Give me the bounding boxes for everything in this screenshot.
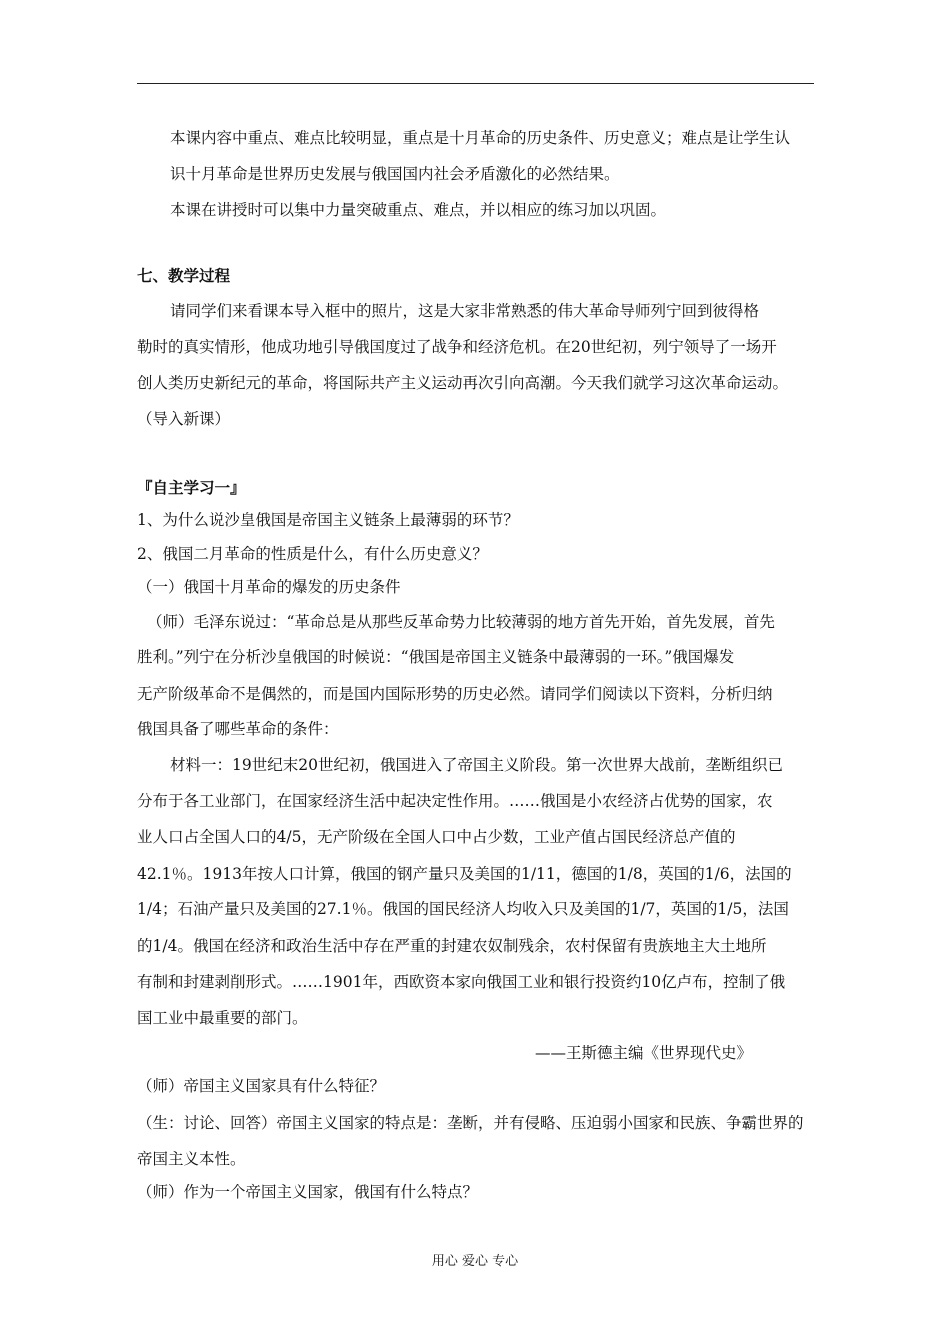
header-rule: [137, 83, 814, 84]
page-footer: 用心 爱心 专心: [431, 1254, 519, 1269]
paragraph-line: 俄国具备了哪些革命的条件：: [137, 720, 339, 738]
paragraph-line: （师）毛泽东说过：“革命总是从那些反革命势力比较薄弱的地方首先开始，首先发展，首先: [147, 613, 775, 631]
paragraph-line: （师）作为一个帝国主义国家，俄国有什么特点？: [137, 1183, 479, 1201]
material-line: 业人口占全国人口的4/5，无产阶级在全国人口中占少数，工业产值占国民经济总产值的: [137, 828, 736, 846]
section-heading: 七、教学过程: [137, 266, 231, 285]
material-line: 1/4；石油产量只及美国的27.1％。俄国的国民经济人均收入只及美国的1/7，英国的1/5，法国: [137, 900, 789, 918]
paragraph-line: 无产阶级革命不是偶然的，而是国内国际形势的历史必然。请同学们阅读以下资料，分析归纳: [137, 685, 773, 703]
paragraph-line: 识十月革命是世界历史发展与俄国国内社会矛盾激化的必然结果。: [170, 165, 620, 183]
paragraph-line: （生：讨论、回答）帝国主义国家的特点是：垄断，并有侵略、压迫弱小国家和民族、争霸世界的: [137, 1114, 804, 1132]
source-citation: ——王斯德主编《世界现代史》: [534, 1044, 752, 1062]
paragraph-line: 胜利。”列宁在分析沙皇俄国的时候说：“俄国是帝国主义链条中最薄弱的一环。”俄国爆发: [137, 648, 735, 666]
subsection-heading: 『自主学习一』: [137, 478, 246, 497]
paragraph-line: 本课内容中重点、难点比较明显，重点是十月革命的历史条件、历史意义；难点是让学生认: [170, 129, 791, 147]
paragraph-line: 创人类历史新纪元的革命，将国际共产主义运动再次引向高潮。今天我们就学习这次革命运动。: [137, 374, 789, 392]
material-line: 分布于各工业部门，在国家经济生活中起决定性作用。……俄国是小农经济占优势的国家，农: [137, 792, 773, 810]
material-line: 有制和封建剥削形式。……1901年，西欧资本家向俄国工业和银行投资约10亿卢布，控制了俄: [137, 973, 786, 991]
material-line: 国工业中最重要的部门。: [137, 1009, 308, 1027]
material-line: 材料一：19世纪末20世纪初，俄国进入了帝国主义阶段。第一次世界大战前，垄断组织已: [170, 756, 783, 774]
subsection-title: （一）俄国十月革命的爆发的历史条件: [137, 578, 401, 596]
material-line: 42.1％。1913年按人口计算，俄国的钢产量只及美国的1/11，德国的1/8，英国的1/6，法国的: [137, 865, 792, 883]
paragraph-line: 勒时的真实情形，他成功地引导俄国度过了战争和经济危机。在20世纪初，列宁领导了一场开: [137, 338, 777, 356]
paragraph-line: （师）帝国主义国家具有什么特征？: [137, 1077, 386, 1095]
question-item: 1、为什么说沙皇俄国是帝国主义链条上最薄弱的环节？: [137, 511, 519, 529]
paragraph-line: 本课在讲授时可以集中力量突破重点、难点，并以相应的练习加以巩固。: [170, 201, 667, 219]
paragraph-line: （导入新课）: [137, 410, 231, 428]
paragraph-line: 帝国主义本性。: [137, 1150, 246, 1168]
material-line: 的1/4。俄国在经济和政治生活中存在严重的封建农奴制残余，农村保留有贵族地主大土地所: [137, 937, 767, 955]
paragraph-line: 请同学们来看课本导入框中的照片，这是大家非常熟悉的伟大革命导师列宁回到彼得格: [170, 302, 760, 320]
question-item: 2、俄国二月革命的性质是什么，有什么历史意义？: [137, 545, 488, 563]
